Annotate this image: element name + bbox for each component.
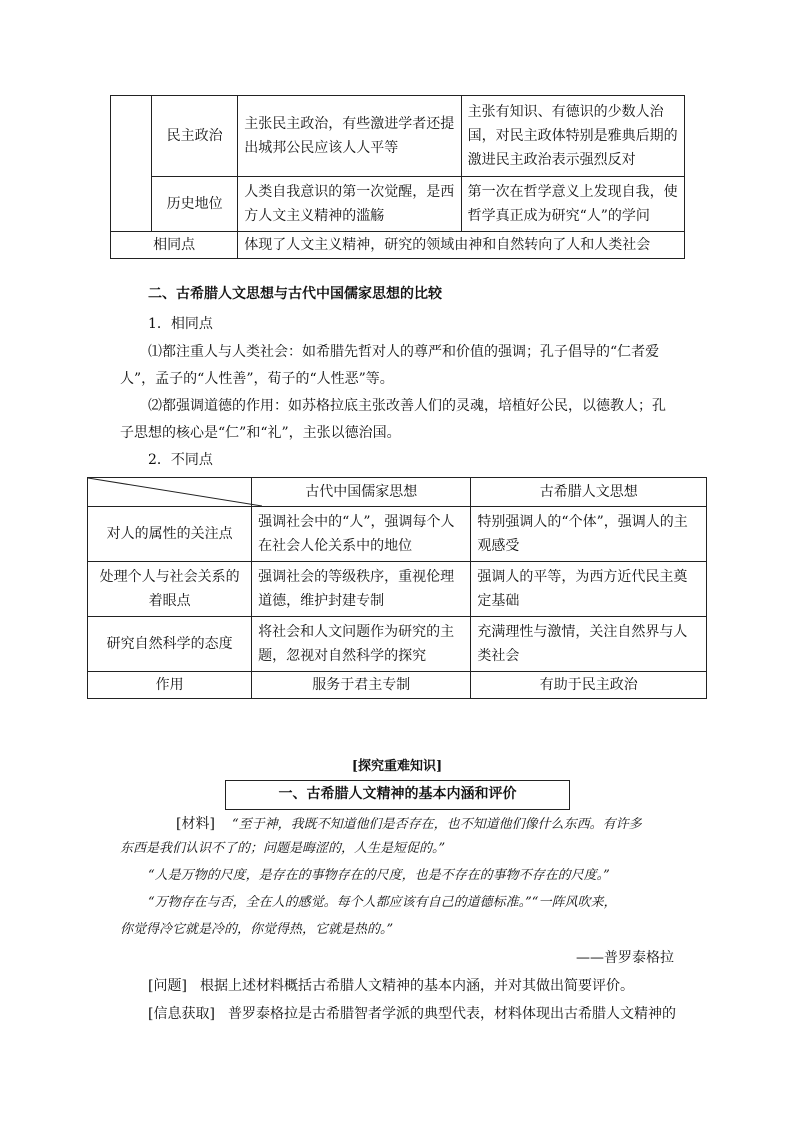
table-row xyxy=(88,562,707,617)
column-header: 古希腊人文思想 xyxy=(471,478,707,507)
cell-text: 主张有知识、有德识的少数人治国，对民主政体特别是雅典后期的激进民主政治表示强烈反对 xyxy=(461,96,684,177)
section-title: [探究重难知识] xyxy=(351,759,443,774)
row-label: 处理个人与社会关系的着眼点 xyxy=(88,562,252,617)
row-label: 民主政治 xyxy=(152,96,238,177)
paragraph-line: 子思想的核心是“仁”和“礼”，主张以德治国。 xyxy=(120,425,401,441)
material-line: 东西是我们认识不了的；问题是晦涩的，人生是短促的。” xyxy=(120,841,446,856)
row-label: 历史地位 xyxy=(152,177,238,232)
table-header-row xyxy=(88,478,707,507)
cell-text: 人类自我意识的第一次觉醒，是西方人文主义精神的滥觞 xyxy=(238,177,461,232)
quote-source: ——普罗泰格拉 xyxy=(576,950,674,966)
row-label: 相同点 xyxy=(111,232,238,259)
subheading: 2．不同点 xyxy=(148,452,213,468)
material-line: “至于神，我既不知道他们是否存在，也不知道他们像什么东西。有许多 xyxy=(232,817,642,832)
cell-text: 服务于君主专制 xyxy=(252,672,471,699)
table-row xyxy=(88,617,707,672)
difference-table xyxy=(87,477,707,699)
material-line: “万物存在与否，全在人的感觉。每个人都应该有自己的道德标准。”“一阵风吹来， xyxy=(148,895,617,910)
column-header: 古代中国儒家思想 xyxy=(252,478,471,507)
cell-text: 主张民主政治，有些激进学者还提出城邦公民应该人人平等 xyxy=(238,96,461,177)
question-text: 根据上述材料概括古希腊人文精神的基本内涵，并对其做出简要评价。 xyxy=(200,978,634,994)
row-label: 研究自然科学的态度 xyxy=(88,617,252,672)
table-row xyxy=(111,232,685,259)
diagonal-header-cell xyxy=(88,478,252,507)
cell-text: 第一次在哲学意义上发现自我，使哲学真正成为研究“人”的学问 xyxy=(461,177,684,232)
info-tag: [信息获取] xyxy=(148,1006,215,1022)
subheading: 1．相同点 xyxy=(148,316,213,332)
cell-text: 强调社会中的“人”，强调每个人在社会人伦关系中的地位 xyxy=(252,507,471,562)
table-row xyxy=(88,507,707,562)
section-heading: 二、古希腊人文思想与古代中国儒家思想的比较 xyxy=(148,286,442,302)
paragraph-line: 人”，孟子的“人性善”，荀子的“人性恶”等。 xyxy=(120,371,394,387)
empty-cell xyxy=(111,96,152,232)
row-label: 对人的属性的关注点 xyxy=(88,507,252,562)
table-row xyxy=(111,96,685,177)
info-text: 普罗泰格拉是古希腊智者学派的典型代表，材料体现出古希腊人文精神的 xyxy=(228,1006,676,1022)
boxed-heading: 一、古希腊人文精神的基本内涵和评价 xyxy=(225,780,570,810)
paragraph-line: ⑵都强调道德的作用：如苏格拉底主张改善人们的灵魂，培植好公民，以德教人；孔 xyxy=(148,398,666,414)
cell-text: 特别强调人的“个体”，强调人的主观感受 xyxy=(471,507,707,562)
material-tag: [材料] xyxy=(176,816,215,832)
material-line: “人是万物的尺度，是存在的事物存在的尺度，也是不存在的事物不存在的尺度。” xyxy=(148,868,610,883)
table-row xyxy=(111,177,685,232)
paragraph-line: ⑴都注重人与人类社会：如希腊先哲对人的尊严和价值的强调；孔子倡导的“仁者爱 xyxy=(148,344,660,360)
cell-text: 充满理性与激情，关注自然界与人类社会 xyxy=(471,617,707,672)
cell-text: 强调人的平等，为西方近代民主奠定基础 xyxy=(471,562,707,617)
cell-text: 强调社会的等级秩序，重视伦理道德，维护封建专制 xyxy=(252,562,471,617)
material-line: 你觉得冷它就是冷的，你觉得热，它就是热的。” xyxy=(120,922,394,937)
comparison-table-continued xyxy=(110,95,685,259)
diagonal-line xyxy=(88,478,262,506)
cell-text: 有助于民主政治 xyxy=(471,672,707,699)
table-row xyxy=(88,672,707,699)
cell-text: 将社会和人文问题作为研究的主题，忽视对自然科学的探究 xyxy=(252,617,471,672)
question-tag: [问题] xyxy=(148,978,187,994)
row-label: 作用 xyxy=(88,672,252,699)
cell-text: 体现了人文主义精神，研究的领域由神和自然转向了人和人类社会 xyxy=(238,232,685,259)
